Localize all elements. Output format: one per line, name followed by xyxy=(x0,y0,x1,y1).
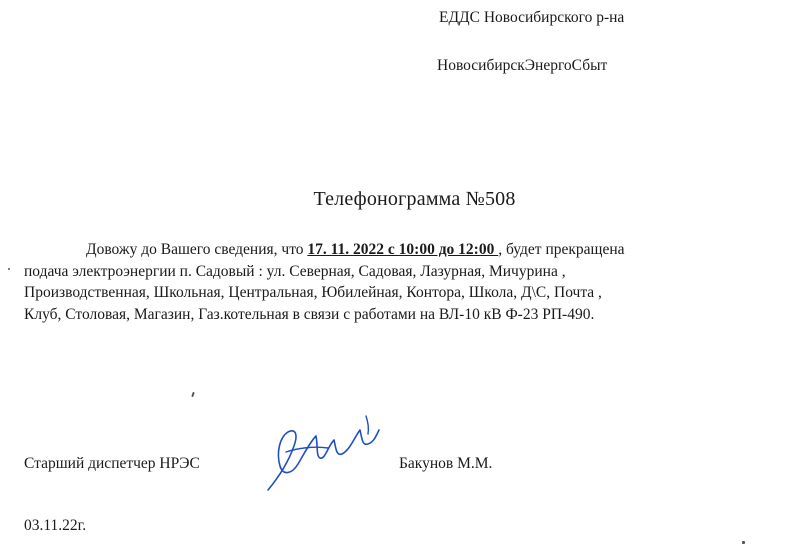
scan-speck xyxy=(742,541,745,544)
body-line-4: Клуб, Столовая, Магазин, Газ.котельная в связи с работами на ВЛ-10 кВ Ф-23 РП-490. xyxy=(24,305,595,323)
scan-speck xyxy=(8,268,10,270)
signatory-name: Бакунов М.М. xyxy=(399,455,493,472)
body-line-1 xyxy=(24,239,784,261)
outage-date-time: 17. 11. 2022 с 10:00 до 12:00 xyxy=(307,241,499,258)
document-date: 03.11.22г. xyxy=(24,517,87,534)
document-title xyxy=(0,188,809,211)
document-title-text: Телефонограмма №508 xyxy=(313,188,516,210)
body-line-1-outro: , будет прекращена xyxy=(498,241,625,258)
handwritten-signature xyxy=(258,408,386,500)
recipient-line-energosbyt: НовосибирскЭнергоСбыт xyxy=(437,57,608,74)
body-line-3: Производственная, Школьная, Центральная, Юбилейная, Контора, Школа, Д\С, Почта , xyxy=(24,284,602,301)
message-body xyxy=(24,239,784,325)
scan-speck xyxy=(191,392,195,397)
body-line-2: подача электроэнергии п. Садовый : ул. Северная, Садовая, Лазурная, Мичурина , xyxy=(24,262,566,280)
recipient-line-edds: ЕДДС Новосибирского р-на xyxy=(439,9,625,26)
body-line-1-intro: Довожу до Вашего сведения, что xyxy=(86,241,308,258)
signatory-position: Старший диспетчер НРЭС xyxy=(24,455,200,472)
